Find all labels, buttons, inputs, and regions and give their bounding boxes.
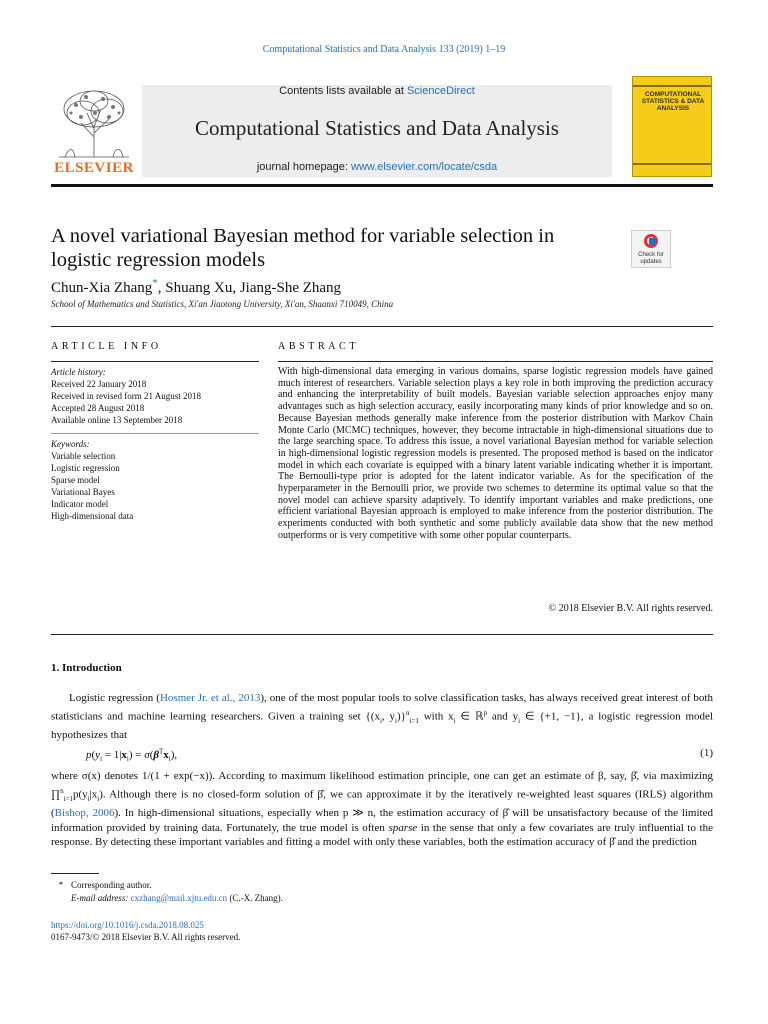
abstract-heading: ABSTRACT <box>278 341 360 352</box>
journal-cover-thumbnail[interactable] <box>632 76 712 177</box>
history-item: Received 22 January 2018 <box>51 379 147 389</box>
keyword: Logistic regression <box>51 463 120 473</box>
affiliation: School of Mathematics and Statistics, Xi'an Jiaotong University, Xi'an, Shaanxi 710049, China <box>51 299 394 309</box>
history-item: Received in revised form 21 August 2018 <box>51 391 201 401</box>
sciencedirect-link[interactable]: ScienceDirect <box>406 85 475 97</box>
email-suffix: (C.-X. Zhang). <box>227 893 283 903</box>
elsevier-logo <box>51 85 137 177</box>
history-label: Article history: <box>51 367 106 377</box>
corresponding-author-link[interactable]: * <box>152 277 158 289</box>
intro-paragraph-2: where σ(x) denotes 1/(1 + exp(−x)). According to maximum likelihood estimation principle, one can get an estimate of β, say, β̂, via maximizing $\prod^n_{i=1}p(y_i|x_i)$. Although there is no closed-form solution of β̂, we can approximate it by the iteratively re-weighted least squares (IRLS) algorithm (Bishop, 2006). In high-dimensional situations, especially when p ≫ n, the estimation accuracy of β̂ will be unsatisfactory because of the limited information provided by training data. Fortunately, the true model is often sparse in the sense that only a few covariates are truly influential to the response. By detecting these important variables and fitting a model with only these variables, both the estimation accuracy of β̂ and the prediction <box>51 770 713 849</box>
journal-homepage-line <box>142 161 612 173</box>
abstract-rule <box>278 361 713 362</box>
cover-title: COMPUTATIONAL STATISTICS & DATA ANALYSIS <box>641 91 705 112</box>
keyword: Sparse model <box>51 475 100 485</box>
section-rule <box>51 326 713 327</box>
co-author-names: , Shuang Xu, Jiang-She Zhang <box>157 280 342 296</box>
bookmark-icon <box>649 238 655 246</box>
elsevier-wordmark: ELSEVIER <box>54 160 134 176</box>
keyword: Variational Bayes <box>51 487 115 497</box>
contents-line <box>142 85 612 97</box>
equation-body: $p(y_i = 1|x_i) = \sigma(\beta^Tx_i)$, <box>86 747 178 763</box>
author-name: Chun-Xia Zhang <box>51 280 153 296</box>
keyword: Variable selection <box>51 451 116 461</box>
article-title-line-2: logistic regression models <box>51 249 266 271</box>
equation-1 <box>86 747 713 763</box>
intro-paragraph-1: Logistic regression (Hosmer Jr. et al., 2013), one of the most popular tools to solve classification tasks, has always received great interest of both statisticians and machine learning researchers. Given a training set {($x_i$, $y_i)\}^n_{i=1}$ with $x_i$ ∈ ℝ$^p$ and $y_i$ ∈ {+1, −1}, a logistic regression model hypothesizes that <box>51 692 713 742</box>
article-history <box>51 366 259 426</box>
cover-stripe <box>633 85 712 87</box>
doi-link[interactable]: https://doi.org/10.1016/j.csda.2018.08.025 <box>51 920 204 930</box>
footnote-rule <box>51 873 99 874</box>
homepage-prefix: journal homepage: <box>256 161 352 173</box>
corresponding-author-note: Corresponding author. <box>71 880 152 890</box>
equation-number: (1) <box>700 747 713 759</box>
check-for-updates-button[interactable] <box>631 230 671 268</box>
email-label: E-mail address: <box>71 893 131 903</box>
history-item: Accepted 28 August 2018 <box>51 403 145 413</box>
citation-link[interactable]: Bishop, 2006 <box>54 807 115 820</box>
journal-title: Computational Statistics and Data Analysis <box>195 116 559 140</box>
keyword: High-dimensional data <box>51 511 134 521</box>
issn-copyright: 0167-9473/© 2018 Elsevier B.V. All rights reserved. <box>51 932 241 942</box>
keyword: Indicator model <box>51 499 109 509</box>
history-item: Available online 13 September 2018 <box>51 415 183 425</box>
journal-homepage-link[interactable]: www.elsevier.com/locate/csda <box>351 161 498 173</box>
citation-link[interactable]: Hosmer Jr. et al., 2013 <box>159 692 261 704</box>
section-rule <box>51 634 713 635</box>
check-for-updates-label: Check for updates <box>638 252 664 265</box>
article-title-line-1: A novel variational Bayesian method for variable selection in <box>51 225 555 247</box>
footnote <box>51 879 283 905</box>
keywords-rule <box>51 433 259 434</box>
journal-reference[interactable]: Computational Statistics and Data Analysis 133 (2019) 1–19 <box>262 44 506 55</box>
author-list <box>51 277 341 297</box>
abstract-text: With high-dimensional data emerging in various domains, sparse logistic regression models have gained much interest of researchers. Variable selection plays a key role in both improving the prediction accuracy and enhancing the interpretability of built models. Bayesian variable selection approaches enjoy many advantages such as high selection accuracy, easily incorporating many kinds of prior knowledge and so on. Because Bayesian methods generally make inference from the posterior distribution with Markov Chain Monte Carlo (MCMC) techniques, however, they become intractable in high-dimensional situations due to the large searching space. To address this issue, a novel variational Bayesian method for variable selection in high-dimensional logistic regression models is presented. The proposed method is based on the indicator model in which each covariate is equipped with a binary latent variable indicating whether it is important. The Bernoulli-type prior is adopted for the latent indicator variable. As for the specification of the hyperparameter in the Bernoulli prior, we provide two schemes to determine its optimal value so that the novel model can achieve sparsity adaptively. To identify important variables and make predictions, one efficient variational Bayesian approach is employed to make inference from the posterior distribution. The experiments conducted with both synthetic and some publicly available data show that the new method outperforms or is very competitive with some other popular counterparts. <box>278 366 713 541</box>
email-link[interactable]: cxzhang@mail.xjtu.edu.cn <box>130 893 228 903</box>
abstract-copyright: © 2018 Elsevier B.V. All rights reserved. <box>548 603 713 614</box>
keywords <box>51 438 259 522</box>
article-info-rule <box>51 361 259 362</box>
article-info-heading: ARTICLE INFO <box>51 341 162 352</box>
header-rule <box>51 184 713 187</box>
article-title <box>51 224 621 272</box>
section-heading-introduction: 1. Introduction <box>51 662 122 674</box>
elsevier-tree-icon <box>51 85 137 159</box>
doi-block <box>51 919 240 943</box>
cover-stripe <box>633 163 712 165</box>
contents-prefix: Contents lists available at <box>279 85 407 97</box>
footnote-mark: * <box>58 880 64 890</box>
keywords-label: Keywords: <box>51 439 90 449</box>
